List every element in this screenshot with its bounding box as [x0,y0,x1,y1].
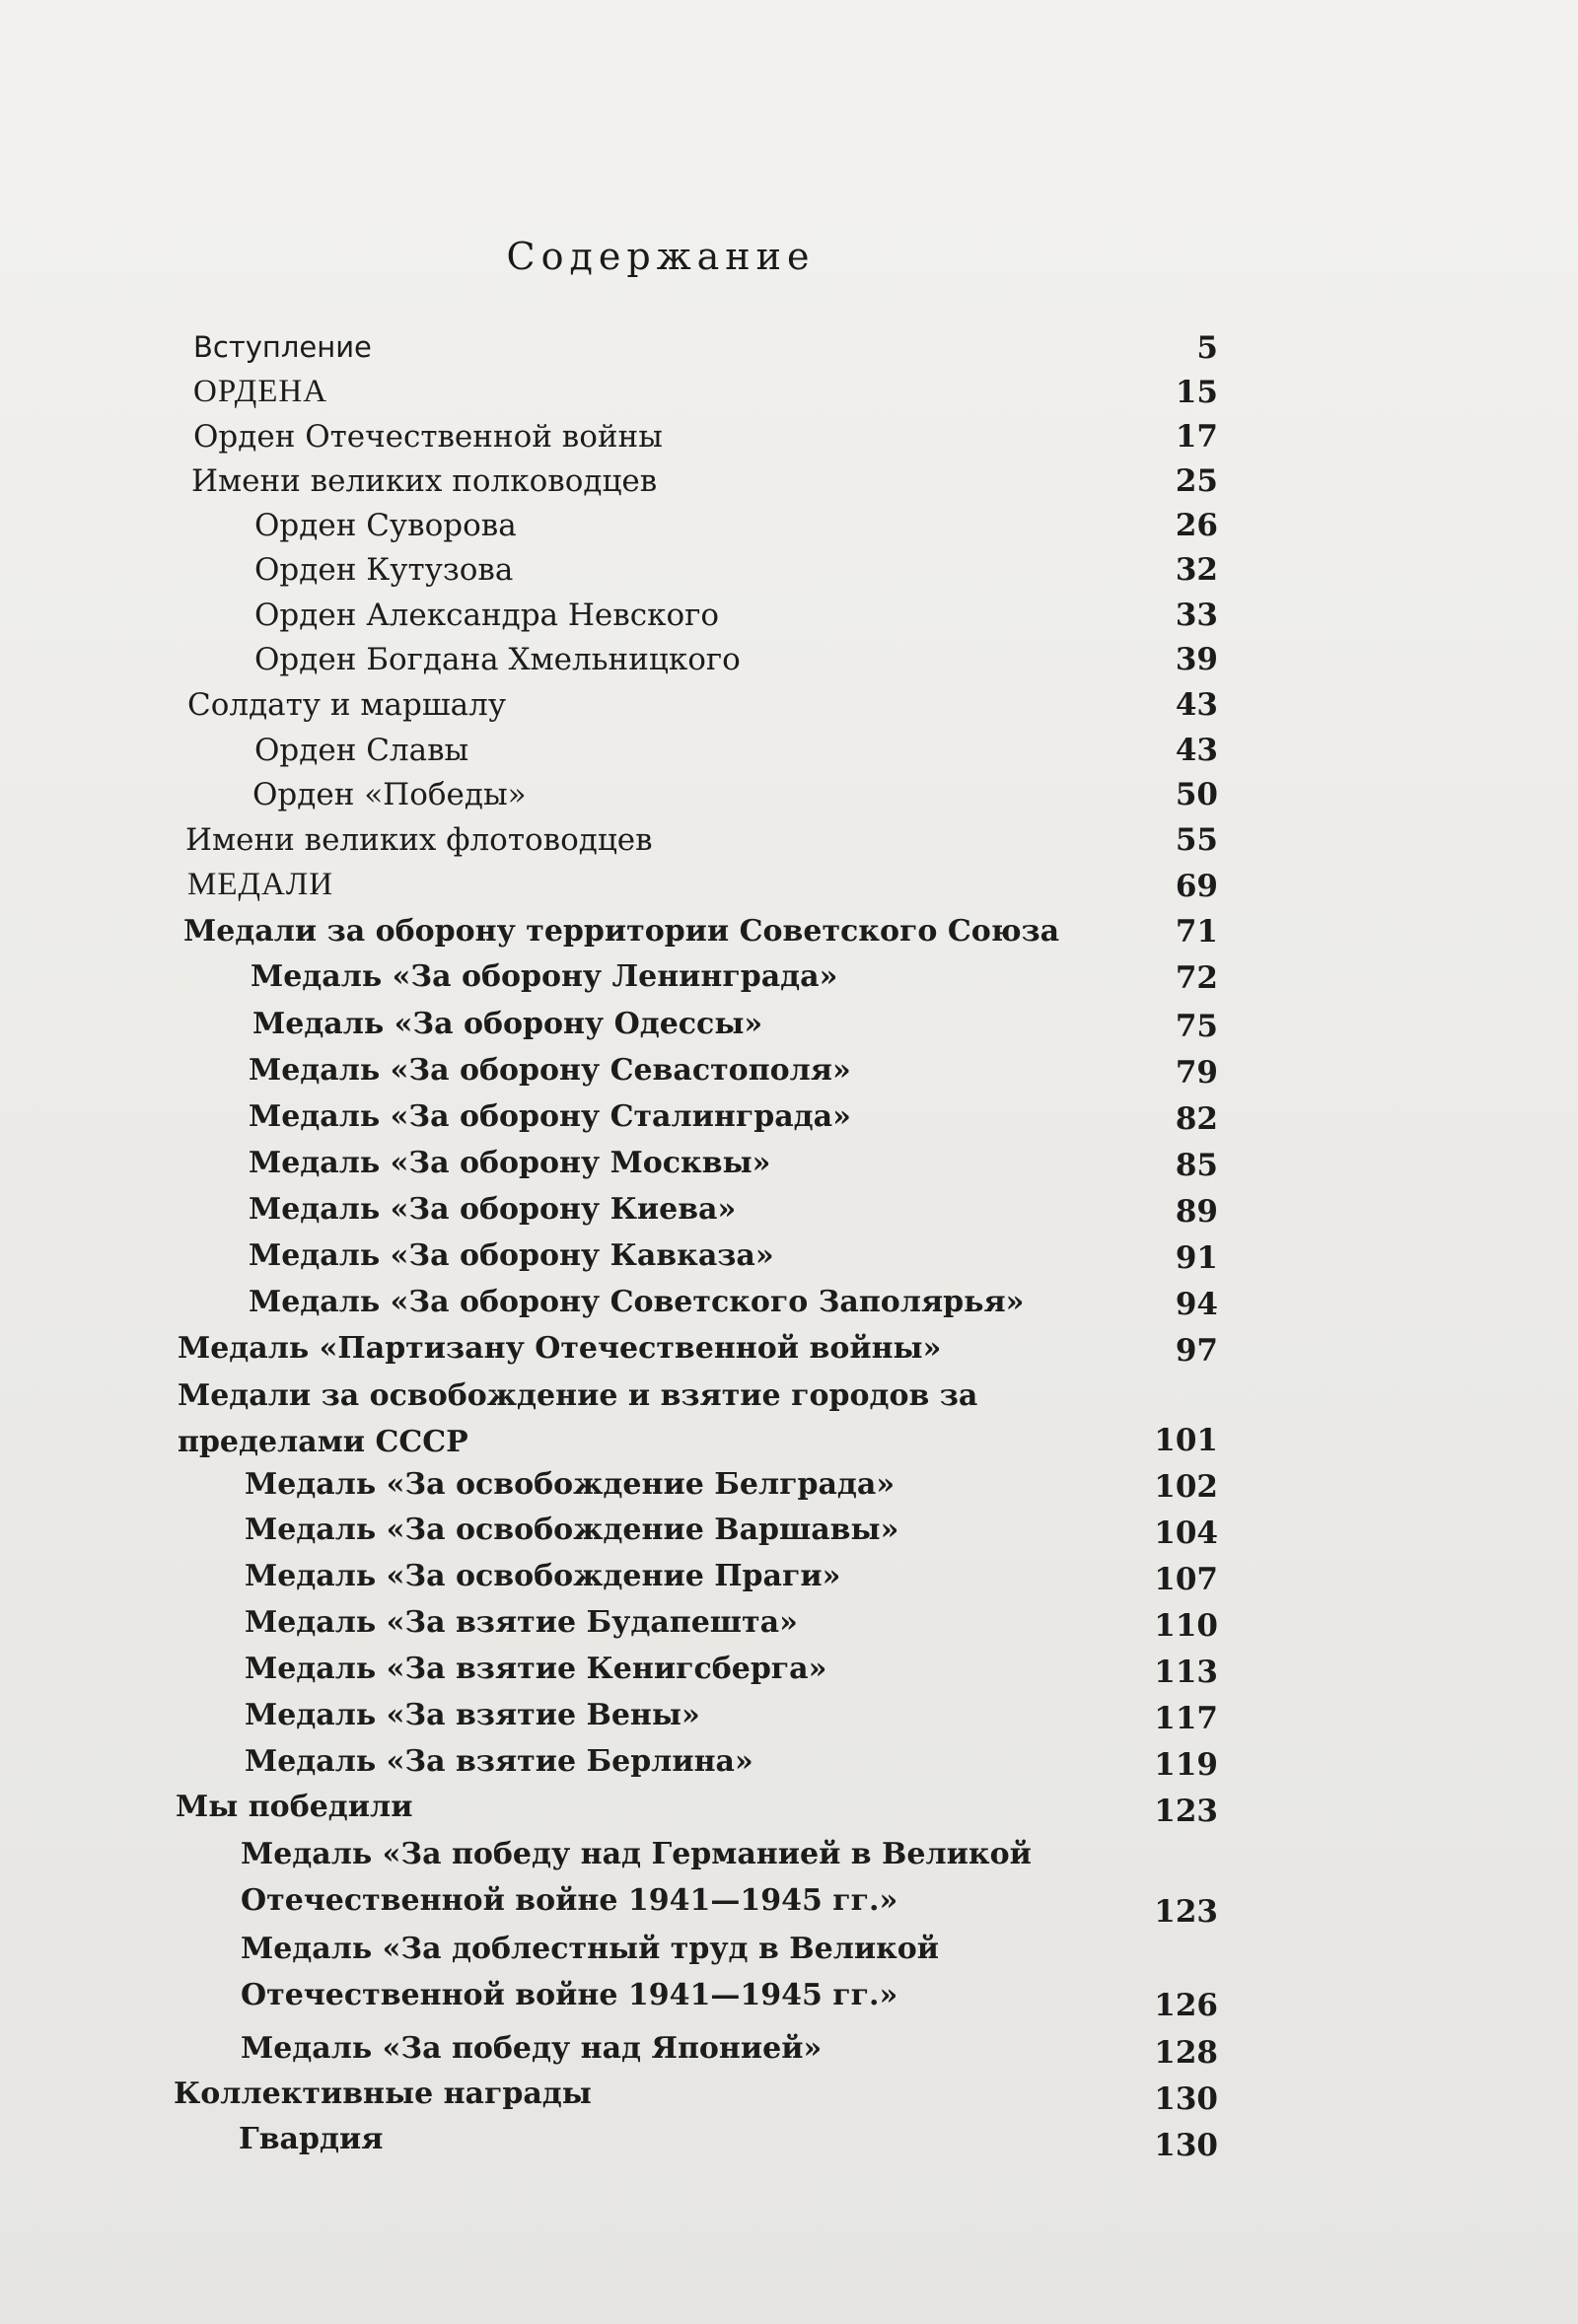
toc-entry-text: ОРДЕНА [193,374,328,409]
toc-entry-page: 79 [1175,1055,1218,1091]
toc-entry-text: Медаль «За оборону Севастополя» [249,1053,851,1088]
toc-entry-page: 69 [1175,869,1218,904]
toc-entry-page: 130 [1154,2128,1218,2163]
toc-entry-page: 26 [1175,508,1218,543]
toc-entry-text: Медаль «За оборону Ленинграда» [251,959,838,994]
toc-entry-page: 89 [1175,1194,1218,1230]
toc-entry-text: Орден Богдана Хмельницкого [254,642,741,677]
toc-entry-text: МЕДАЛИ [187,867,334,902]
toc-entry-page: 39 [1175,642,1218,677]
toc-entry-page: 82 [1175,1101,1218,1137]
toc-entry-text: Медали за оборону территории Советского Союза [183,914,1060,949]
toc-entry-page: 91 [1175,1240,1218,1276]
toc-entry-page: 123 [1154,1894,1218,1930]
toc-entry-text: Медаль «За освобождение Варшавы» [245,1513,899,1547]
toc-entry-text: Солдату и маршалу [187,687,507,723]
toc-entry-page: 94 [1175,1287,1218,1322]
toc-entry-text: Медаль «За победу над Японией» [241,2031,823,2066]
toc-entry-text: Медаль «Партизану Отечественной войны» [178,1331,942,1366]
toc-entry-text: Медаль «За оборону Москвы» [249,1146,771,1180]
toc-entry-page: 123 [1154,1794,1218,1829]
toc-entry-text: Медаль «За оборону Киева» [249,1192,737,1227]
toc-entry-text: Медаль «За взятие Берлина» [245,1744,753,1779]
toc-entry-page: 117 [1154,1701,1218,1736]
toc-entry-page: 32 [1175,552,1218,588]
toc-entry-text: Гвардия [239,2122,384,2156]
toc-entry-text: Орден «Победы» [252,777,527,812]
toc-entry-text: Медаль «За взятие Будапешта» [245,1605,798,1640]
toc-entry-page: 113 [1154,1655,1218,1690]
toc-entry-text: Имени великих флотоводцев [185,822,653,858]
toc-entry-text: Орден Славы [254,733,469,768]
toc-entry-text: Мы победили [176,1790,413,1824]
toc-entry-page: 50 [1175,777,1218,812]
toc-entry-text: Медаль «За взятие Кенигсберга» [245,1652,827,1686]
toc-entry-text: Медаль «За оборону Сталинграда» [249,1099,851,1134]
toc-entry-page: 72 [1175,960,1218,996]
toc-entry-text: Имени великих полководцев [191,463,658,499]
toc-entry-text: Медаль «За взятие Вены» [245,1698,700,1732]
toc-entry-text: Медаль «За оборону Одессы» [252,1007,763,1041]
toc-entry-page: 17 [1175,419,1218,455]
toc-entry-page: 128 [1154,2035,1218,2071]
toc-entry-page: 104 [1154,1515,1218,1551]
toc-entry-text: Орден Александра Невского [254,598,720,633]
toc-entry-page: 71 [1175,914,1218,950]
toc-entry-page: 43 [1175,733,1218,768]
toc-entry-page: 85 [1175,1148,1218,1183]
page-title: Содержание [506,235,816,278]
toc-entry-page: 25 [1175,463,1218,499]
toc-entry-text: Коллективные награды [174,2077,592,2111]
toc-entry-text: Медаль «За победу над Германией в Великой Отечественной войне 1941—1945 гг.» [241,1837,1032,1918]
toc-entry-page: 130 [1154,2081,1218,2117]
toc-entry-text: Орден Суворова [254,508,517,543]
toc-entry-page: 102 [1154,1469,1218,1505]
toc-entry-page: 15 [1175,375,1218,410]
toc-entry-text: Медаль «За освобождение Праги» [245,1559,841,1593]
toc-entry-page: 110 [1154,1608,1218,1644]
toc-entry-page: 107 [1154,1562,1218,1597]
toc-entry-page: 101 [1154,1423,1218,1458]
toc-entry-text: Медаль «За оборону Кавказа» [249,1238,774,1273]
toc-entry-text: Медаль «За оборону Советского Заполярья» [249,1285,1025,1319]
toc-entry-text: Медали за освобождение и взятие городов за пределами СССР [178,1378,978,1459]
toc-entry-page: 43 [1175,687,1218,723]
toc-entry-page: 5 [1196,330,1218,366]
toc-entry-page: 119 [1154,1747,1218,1783]
toc-entry-text: Орден Отечественной войны [193,419,663,455]
toc-entry-text: Орден Кутузова [254,552,514,588]
toc-entry-page: 97 [1175,1333,1218,1369]
toc-entry-page: 126 [1154,1988,1218,2023]
toc-entry-text: Вступление [193,330,372,364]
toc-entry-page: 75 [1175,1009,1218,1044]
toc-entry-text: Медаль «За доблестный труд в Великой Отечественной войне 1941—1945 гг.» [241,1932,940,2012]
toc-entry-text: Медаль «За освобождение Белграда» [245,1467,896,1502]
toc-entry-page: 55 [1175,822,1218,858]
toc-entry-page: 33 [1175,598,1218,633]
